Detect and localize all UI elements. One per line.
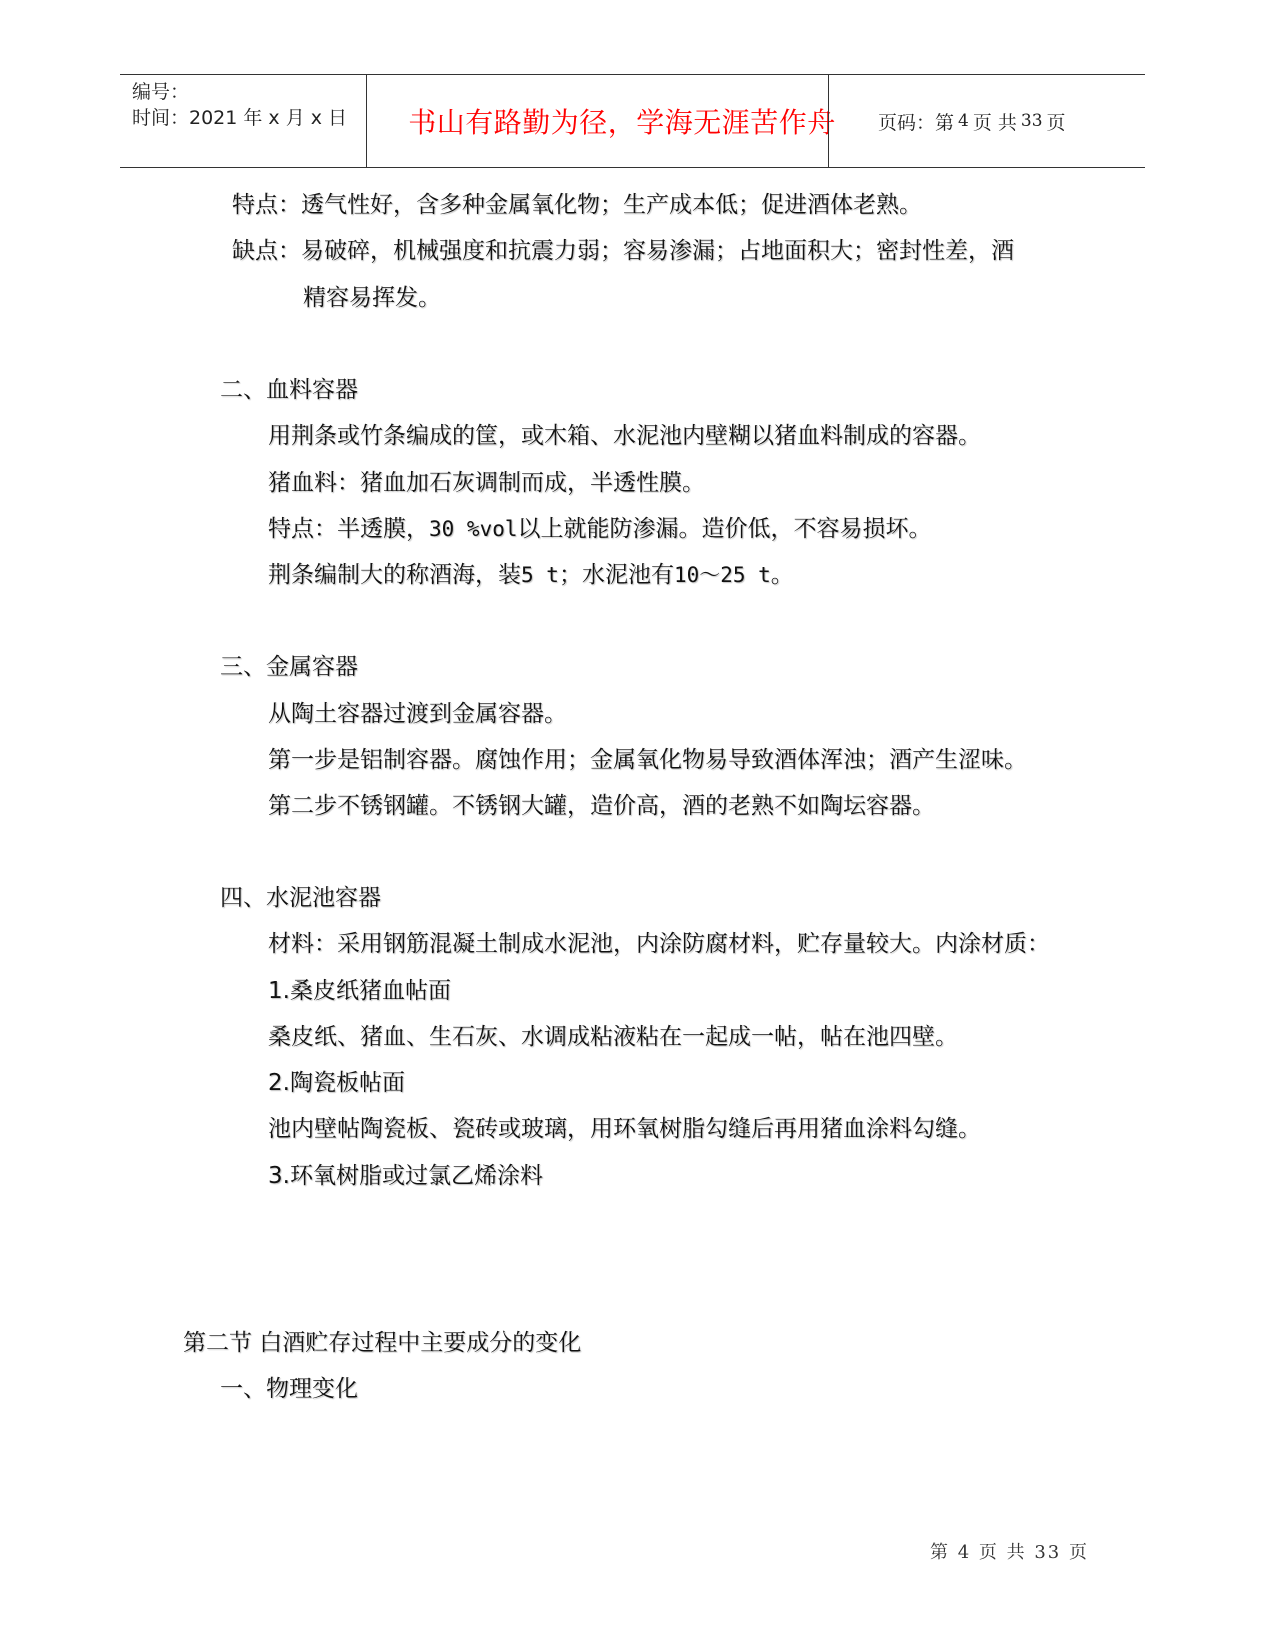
page-prefix: 页码：第 [878,111,955,134]
section2-line4-value-a: 5 t [521,563,559,587]
document-number-label: 编号： [132,81,190,103]
page-current: 4 [958,111,969,131]
section2-line4-part-c: ；水泥池有 [558,562,674,588]
header-divider-right [828,75,829,167]
header-divider-left [366,75,367,167]
section2-line4-part-e: 。 [770,562,794,588]
section4-item2: 2.陶瓷板帖面 [268,1070,405,1096]
chapter-heading: 第二节 白酒贮存过程中主要成分的变化 [183,1330,582,1356]
section4-line1: 材料：采用钢筋混凝土制成水泥池，内涂防腐材料，贮存量较大。内涂材质： [268,931,1050,957]
section2-line4-value-b: 10～25 t [673,563,771,587]
header-meta [132,79,347,131]
section2-line3-part-c: 以上就能防渗漏。造价低，不容易损坏。 [517,516,932,542]
defects-paragraph-line2: 精容易挥发。 [303,285,441,311]
section4-item1: 1.桑皮纸猪血帖面 [268,978,451,1004]
page-footer: 第 4 页 共 33 页 [930,1542,1089,1563]
section2-line3-part-a: 特点：半透膜， [268,516,429,542]
section-heading-cement-pool: 四、水泥池容器 [220,885,381,911]
header-motto: 书山有路勤为径，学海无涯苦作舟 [408,106,836,139]
section2-line1: 用荆条或竹条编成的筐，或木箱、水泥池内壁糊以猪血料制成的容器。 [268,423,981,449]
page-middle: 页 共 [972,111,1017,134]
section4-item1-desc: 桑皮纸、猪血、生石灰、水调成粘液粘在一起成一帖，帖在池四壁。 [268,1024,958,1050]
defects-paragraph-line1: 缺点：易破碎，机械强度和抗震力弱；容易渗漏；占地面积大；密封性差，酒 [232,238,1014,264]
section3-line2: 第一步是铝制容器。腐蚀作用；金属氧化物易导致酒体浑浊；酒产生涩味。 [268,747,1027,773]
section2-line2: 猪血料：猪血加石灰调制而成，半透性膜。 [268,470,705,496]
chapter-subheading-physical-change: 一、物理变化 [220,1376,358,1402]
section4-item3: 3.环氧树脂或过氯乙烯涂料 [268,1163,543,1189]
section2-line3-value: 30 %vol [429,517,518,541]
section2-line3 [268,514,932,544]
header-page-indicator [878,75,1066,167]
document-header [120,74,1145,168]
document-time-label: 时间：2021 年 x 月 x 日 [132,107,348,129]
features-paragraph: 特点：透气性好，含多种金属氧化物；生产成本低；促进酒体老熟。 [232,192,922,218]
section3-line3: 第二步不锈钢罐。不锈钢大罐，造价高，酒的老熟不如陶坛容器。 [268,793,935,819]
page-suffix: 页 [1046,111,1066,134]
section-heading-metal-container: 三、金属容器 [220,654,358,680]
section-heading-blood-material: 二、血料容器 [220,377,358,403]
section2-line4 [268,560,794,590]
section4-item2-desc: 池内壁帖陶瓷板、瓷砖或玻璃，用环氧树脂勾缝后再用猪血涂料勾缝。 [268,1116,981,1142]
section2-line4-part-a: 荆条编制大的称酒海，装 [268,562,521,588]
page-total: 33 [1020,111,1043,131]
section3-line1: 从陶土容器过渡到金属容器。 [268,701,567,727]
